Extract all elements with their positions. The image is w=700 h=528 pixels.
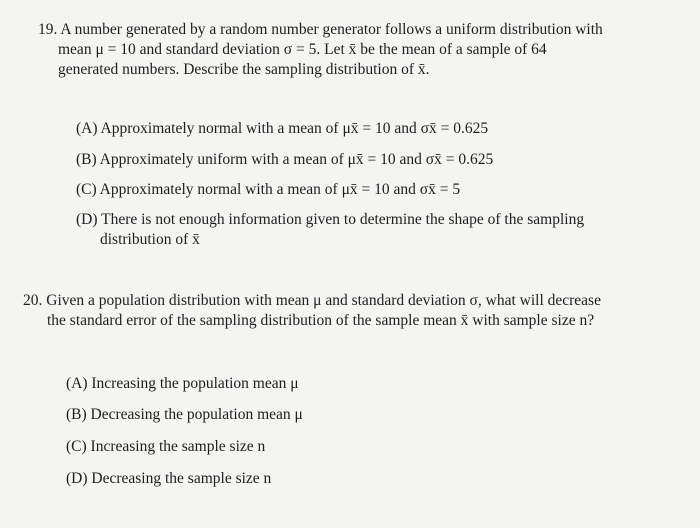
q19-option-d-line-2: distribution of x̄ <box>100 231 200 248</box>
q20-option-b: (B) Decreasing the population mean μ <box>66 406 303 423</box>
question-20 <box>23 291 683 331</box>
q19-option-a: (A) Approximately normal with a mean of μx̄ = 10 and σx̄ = 0.625 <box>76 120 489 137</box>
q19-line-3: generated numbers. Describe the sampling distribution of x̄. <box>58 61 430 78</box>
q20-line-2: the standard error of the sampling distribution of the sample mean x̄ with sample size n? <box>47 312 595 329</box>
q20-option-d: (D) Decreasing the sample size n <box>66 470 272 487</box>
q19-option-c: (C) Approximately normal with a mean of μx̄ = 10 and σx̄ = 5 <box>76 181 461 198</box>
q20-option-a: (A) Increasing the population mean μ <box>66 375 299 392</box>
q19-line-1: 19. A number generated by a random number generator follows a uniform distribution with <box>38 21 603 38</box>
q19-option-b: (B) Approximately uniform with a mean of μx̄ = 10 and σx̄ = 0.625 <box>76 151 494 168</box>
q19-option-d-line-1: (D) There is not enough information given to determine the shape of the sampling <box>76 211 585 228</box>
q19-line-2: mean μ = 10 and standard deviation σ = 5. Let x̄ be the mean of a sample of 64 <box>58 41 547 58</box>
question-19 <box>38 20 678 80</box>
q19-option-d <box>76 210 584 250</box>
q20-option-c: (C) Increasing the sample size n <box>66 438 266 455</box>
q20-line-1: 20. Given a population distribution with mean μ and standard deviation σ, what will decrease <box>23 292 601 309</box>
